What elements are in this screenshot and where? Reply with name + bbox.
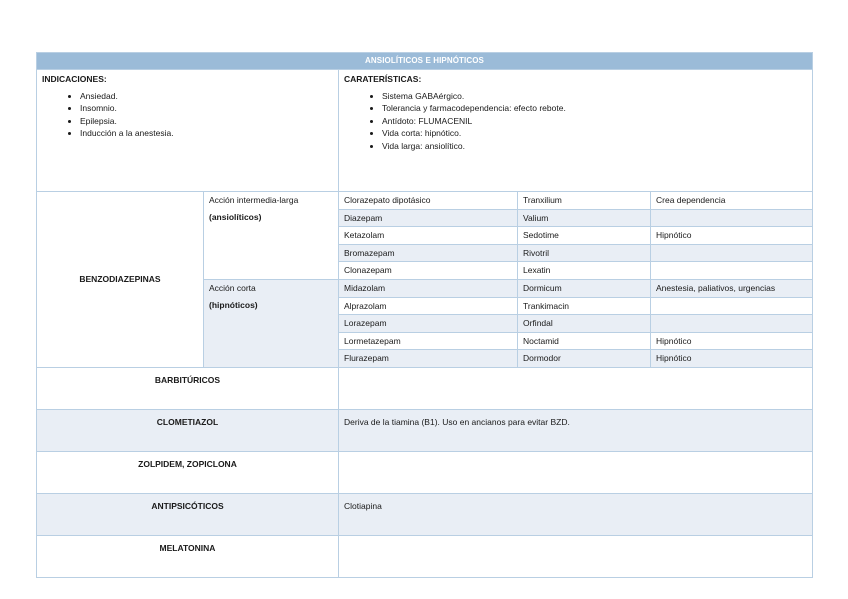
drug-note: Anestesia, paliativos, urgencias [651,279,813,297]
list-item: • Epilepsia. [80,115,333,127]
list-item: • Vida corta: hipnótico. [382,127,807,139]
benzodiazepinas-label: BENZODIAZEPINAS [37,192,204,368]
drug-note: Hipnótico [651,332,813,350]
caracteristicas-list [344,90,807,152]
row-label-zolpidem: ZOLPIDEM, ZOPICLONA [37,451,339,493]
caracteristicas-cell [339,70,813,192]
drug-note: Hipnótico [651,227,813,245]
brand-name: Noctamid [518,332,651,350]
row-value-barbituricos [339,367,813,409]
drug-name: Ketazolam [339,227,518,245]
drug-name: Alprazolam [339,297,518,315]
indicaciones-cell [37,70,339,192]
drug-note [651,209,813,227]
row-value-antipsicoticos: Clotiapina [339,493,813,535]
group-title: Acción intermedia-larga [209,195,299,205]
drug-name: Lorazepam [339,315,518,333]
row-label-melatonina: MELATONINA [37,535,339,577]
list-item: • Inducción a la anestesia. [80,127,333,139]
brand-name: Trankimacin [518,297,651,315]
row-value-zolpidem [339,451,813,493]
brand-name: Sedotime [518,227,651,245]
brand-name: Valium [518,209,651,227]
drug-name: Clorazepato dipotásico [339,192,518,210]
indicaciones-list [42,90,333,140]
table-title: ANSIOLÍTICOS E HIPNÓTICOS [37,53,813,70]
drug-name: Midazolam [339,279,518,297]
group-title: Acción corta [209,282,256,293]
row-label-clometiazol: CLOMETIAZOL [37,409,339,451]
group-intermedia-larga [204,192,339,280]
drug-note: Crea dependencia [651,192,813,210]
drug-name: Lormetazepam [339,332,518,350]
drug-note: Hipnótico [651,350,813,368]
document [36,52,812,578]
list-item: • Antídoto: FLUMACENIL [382,115,807,127]
drug-note [651,315,813,333]
caracteristicas-heading: CARATERÍSTICAS: [344,74,422,84]
brand-name: Orfindal [518,315,651,333]
row-label-barbituricos: BARBITÚRICOS [37,367,339,409]
brand-name: Dormodor [518,350,651,368]
drug-name: Diazepam [339,209,518,227]
row-label-antipsicoticos: ANTIPSICÓTICOS [37,493,339,535]
drug-name: Flurazepam [339,350,518,368]
list-item: • Tolerancia y farmacodependencia: efecto rebote. [382,102,807,114]
drug-note [651,297,813,315]
group-subtitle: (hipnóticos) [209,299,258,310]
brand-name: Dormicum [518,279,651,297]
list-item: • Ansiedad. [80,90,333,102]
drug-note [651,262,813,280]
row-value-melatonina [339,535,813,577]
group-subtitle: (ansiolíticos) [209,211,262,222]
list-item: • Vida larga: ansiolítico. [382,140,807,152]
brand-name: Lexatin [518,262,651,280]
brand-name: Tranxilium [518,192,651,210]
drug-note [651,244,813,262]
drug-name: Clonazepam [339,262,518,280]
list-item: • Sistema GABAérgico. [382,90,807,102]
drug-table [36,52,813,578]
group-corta [204,279,339,367]
row-value-clometiazol: Deriva de la tiamina (B1). Uso en ancianos para evitar BZD. [339,409,813,451]
list-item: • Insomnio. [80,102,333,114]
brand-name: Rivotril [518,244,651,262]
drug-name: Bromazepam [339,244,518,262]
indicaciones-heading: INDICACIONES: [42,74,107,84]
